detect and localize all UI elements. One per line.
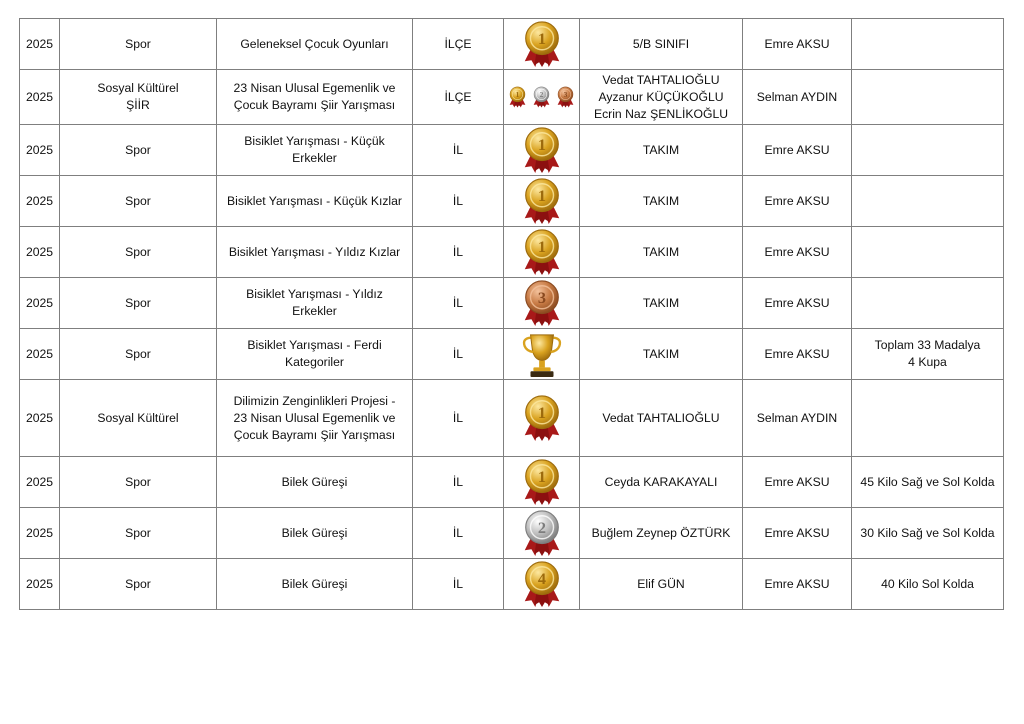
year-cell — [20, 125, 60, 176]
participant-text: Vedat TAHTALIOĞLU Ayzanur KÜÇÜKOĞLU Ecrin Naz ŞENLİKOĞLU — [593, 72, 729, 121]
year-cell — [20, 19, 60, 70]
gold-medal-icon — [507, 85, 528, 109]
event-text: Bisiklet Yarışması - Ferdi Kategoriler — [247, 338, 382, 369]
year-text: 2025 — [25, 142, 54, 157]
participant-text: TAKIM — [642, 346, 680, 361]
event-cell — [217, 19, 413, 70]
participant-text: Elif GÜN — [637, 576, 685, 591]
year-cell — [20, 559, 60, 610]
level-text: İL — [452, 295, 464, 310]
participant-cell — [580, 19, 743, 70]
level-cell — [413, 125, 504, 176]
category-cell — [60, 278, 217, 329]
participant-text: TAKIM — [642, 295, 680, 310]
medal-group — [507, 278, 576, 328]
results-table-body — [20, 19, 1004, 610]
category-text: Spor — [125, 525, 151, 540]
year-cell — [20, 380, 60, 457]
participant-cell — [580, 125, 743, 176]
svg-text:2: 2 — [539, 90, 544, 99]
participant-cell — [580, 329, 743, 380]
teacher-text: Emre AKSU — [764, 36, 830, 51]
event-cell — [217, 176, 413, 227]
svg-text:1: 1 — [537, 29, 546, 48]
medal-group — [507, 393, 576, 443]
level-text: İLÇE — [444, 36, 472, 51]
level-text: İL — [452, 576, 464, 591]
category-cell — [60, 70, 217, 125]
event-cell — [217, 380, 413, 457]
participant-cell — [580, 278, 743, 329]
category-cell — [60, 125, 217, 176]
bronze-medal-icon — [555, 85, 576, 109]
year-cell — [20, 176, 60, 227]
gold-medal-icon — [519, 457, 565, 507]
bronze-medal-icon — [519, 278, 565, 328]
medal-group — [507, 329, 576, 379]
teacher-cell — [743, 19, 852, 70]
level-text: İL — [452, 346, 464, 361]
note-cell — [852, 329, 1004, 380]
level-text: İL — [452, 410, 464, 425]
medal-group — [507, 457, 576, 507]
category-cell — [60, 176, 217, 227]
year-cell — [20, 70, 60, 125]
participant-cell — [580, 70, 743, 125]
participant-text: TAKIM — [642, 142, 680, 157]
category-text: Spor — [125, 576, 151, 591]
participant-cell — [580, 380, 743, 457]
results-table — [19, 18, 1004, 610]
teacher-cell — [743, 329, 852, 380]
category-cell — [60, 19, 217, 70]
participant-text: Ceyda KARAKAYALI — [604, 474, 718, 489]
medal-group — [507, 176, 576, 226]
event-text: Bisiklet Yarışması - Yıldız Erkekler — [246, 287, 383, 318]
table-row — [20, 508, 1004, 559]
table-row — [20, 70, 1004, 125]
category-text: Spor — [125, 193, 151, 208]
category-text: Spor — [125, 346, 151, 361]
table-row — [20, 176, 1004, 227]
year-cell — [20, 278, 60, 329]
svg-text:2: 2 — [537, 518, 546, 537]
svg-text:1: 1 — [537, 237, 546, 256]
level-cell — [413, 227, 504, 278]
table-row — [20, 227, 1004, 278]
medal-group — [507, 19, 576, 69]
teacher-cell — [743, 176, 852, 227]
medal-cell — [504, 380, 580, 457]
year-cell — [20, 508, 60, 559]
level-cell — [413, 19, 504, 70]
year-text: 2025 — [25, 525, 54, 540]
medal-cell — [504, 125, 580, 176]
level-cell — [413, 176, 504, 227]
table-row — [20, 457, 1004, 508]
category-cell — [60, 227, 217, 278]
category-cell — [60, 457, 217, 508]
event-cell — [217, 227, 413, 278]
teacher-text: Emre AKSU — [764, 193, 830, 208]
medal-cell — [504, 457, 580, 508]
participant-text: TAKIM — [642, 244, 680, 259]
level-cell — [413, 380, 504, 457]
table-row — [20, 19, 1004, 70]
event-cell — [217, 329, 413, 380]
gold-medal-icon — [519, 559, 565, 609]
participant-cell — [580, 508, 743, 559]
medal-group — [507, 508, 576, 558]
event-text: Bisiklet Yarışması - Küçük Erkekler — [244, 134, 385, 165]
event-cell — [217, 278, 413, 329]
medal-cell — [504, 227, 580, 278]
teacher-cell — [743, 125, 852, 176]
participant-text: TAKIM — [642, 193, 680, 208]
medal-group — [507, 227, 576, 277]
level-text: İL — [452, 244, 464, 259]
svg-text:1: 1 — [537, 467, 546, 486]
event-cell — [217, 70, 413, 125]
year-text: 2025 — [25, 36, 54, 51]
level-cell — [413, 278, 504, 329]
event-cell — [217, 508, 413, 559]
category-cell — [60, 508, 217, 559]
category-text: Sosyal Kültürel — [97, 410, 179, 425]
note-text: Toplam 33 Madalya 4 Kupa — [874, 338, 981, 369]
year-cell — [20, 457, 60, 508]
level-cell — [413, 508, 504, 559]
note-cell — [852, 380, 1004, 457]
svg-text:4: 4 — [537, 569, 546, 588]
medal-cell — [504, 19, 580, 70]
year-text: 2025 — [25, 295, 54, 310]
participant-cell — [580, 227, 743, 278]
note-cell — [852, 176, 1004, 227]
silver-medal-icon — [531, 85, 552, 109]
participant-text: Vedat TAHTALIOĞLU — [602, 410, 720, 425]
participant-text: Buğlem Zeynep ÖZTÜRK — [591, 525, 731, 540]
participant-cell — [580, 457, 743, 508]
medal-cell — [504, 70, 580, 125]
category-cell — [60, 329, 217, 380]
trophy-icon — [519, 329, 565, 379]
teacher-text: Selman AYDIN — [756, 89, 838, 104]
note-cell — [852, 559, 1004, 610]
year-text: 2025 — [25, 410, 54, 425]
svg-text:1: 1 — [537, 135, 546, 154]
medal-cell — [504, 508, 580, 559]
medal-group — [507, 559, 576, 609]
table-row — [20, 559, 1004, 610]
year-text: 2025 — [25, 346, 54, 361]
gold-medal-icon — [519, 125, 565, 175]
svg-text:1: 1 — [515, 90, 520, 99]
event-text: 23 Nisan Ulusal Egemenlik ve Çocuk Bayramı Şiir Yarışması — [233, 81, 396, 112]
participant-cell — [580, 176, 743, 227]
medal-cell — [504, 176, 580, 227]
event-text: Bilek Güreşi — [281, 576, 348, 591]
teacher-cell — [743, 380, 852, 457]
year-text: 2025 — [25, 576, 54, 591]
category-text: Spor — [125, 474, 151, 489]
level-text: İL — [452, 525, 464, 540]
level-text: İLÇE — [444, 89, 472, 104]
teacher-text: Emre AKSU — [764, 525, 830, 540]
event-cell — [217, 125, 413, 176]
category-cell — [60, 559, 217, 610]
teacher-cell — [743, 508, 852, 559]
teacher-text: Selman AYDIN — [756, 410, 838, 425]
year-cell — [20, 227, 60, 278]
year-text: 2025 — [25, 244, 54, 259]
note-text: 40 Kilo Sol Kolda — [881, 576, 974, 591]
silver-medal-icon — [519, 508, 565, 558]
teacher-text: Emre AKSU — [764, 244, 830, 259]
svg-text:1: 1 — [537, 403, 546, 422]
note-cell — [852, 70, 1004, 125]
table-row — [20, 278, 1004, 329]
note-cell — [852, 508, 1004, 559]
category-text: Spor — [125, 244, 151, 259]
year-text: 2025 — [25, 89, 54, 104]
teacher-cell — [743, 457, 852, 508]
teacher-text: Emre AKSU — [764, 346, 830, 361]
category-cell — [60, 380, 217, 457]
event-text: Bisiklet Yarışması - Küçük Kızlar — [227, 193, 402, 208]
level-cell — [413, 70, 504, 125]
teacher-cell — [743, 278, 852, 329]
participant-cell — [580, 559, 743, 610]
category-text: Spor — [125, 295, 151, 310]
note-text: 30 Kilo Sağ ve Sol Kolda — [860, 525, 995, 540]
level-text: İL — [452, 142, 464, 157]
level-text: İL — [452, 474, 464, 489]
medal-group — [507, 85, 576, 109]
year-text: 2025 — [25, 193, 54, 208]
note-cell — [852, 457, 1004, 508]
level-text: İL — [452, 193, 464, 208]
note-text: 45 Kilo Sağ ve Sol Kolda — [860, 474, 995, 489]
event-text: Geleneksel Çocuk Oyunları — [240, 36, 389, 51]
teacher-text: Emre AKSU — [764, 295, 830, 310]
teacher-cell — [743, 559, 852, 610]
level-cell — [413, 457, 504, 508]
medal-cell — [504, 278, 580, 329]
category-text: Spor — [125, 36, 151, 51]
event-cell — [217, 457, 413, 508]
event-text: Bilek Güreşi — [281, 525, 348, 540]
note-cell — [852, 227, 1004, 278]
svg-text:3: 3 — [537, 288, 546, 307]
level-cell — [413, 329, 504, 380]
event-text: Dilimizin Zenginlikleri Projesi - 23 Nisan Ulusal Egemenlik ve Çocuk Bayramı Şiir Yarışması — [233, 393, 396, 442]
note-cell — [852, 278, 1004, 329]
event-text: Bilek Güreşi — [281, 474, 348, 489]
year-cell — [20, 329, 60, 380]
gold-medal-icon — [519, 19, 565, 69]
teacher-cell — [743, 227, 852, 278]
svg-text:1: 1 — [537, 186, 546, 205]
table-row — [20, 329, 1004, 380]
category-text: Sosyal Kültürel ŞİİR — [97, 81, 179, 112]
gold-medal-icon — [519, 393, 565, 443]
note-cell — [852, 125, 1004, 176]
table-row — [20, 380, 1004, 457]
svg-text:3: 3 — [563, 90, 568, 99]
level-cell — [413, 559, 504, 610]
participant-text: 5/B SINIFI — [632, 36, 690, 51]
teacher-cell — [743, 70, 852, 125]
medal-cell — [504, 559, 580, 610]
teacher-text: Emre AKSU — [764, 142, 830, 157]
note-cell — [852, 19, 1004, 70]
event-cell — [217, 559, 413, 610]
teacher-text: Emre AKSU — [764, 576, 830, 591]
event-text: Bisiklet Yarışması - Yıldız Kızlar — [228, 244, 401, 259]
teacher-text: Emre AKSU — [764, 474, 830, 489]
gold-medal-icon — [519, 227, 565, 277]
category-text: Spor — [125, 142, 151, 157]
medal-group — [507, 125, 576, 175]
table-row — [20, 125, 1004, 176]
medal-cell — [504, 329, 580, 380]
year-text: 2025 — [25, 474, 54, 489]
gold-medal-icon — [519, 176, 565, 226]
